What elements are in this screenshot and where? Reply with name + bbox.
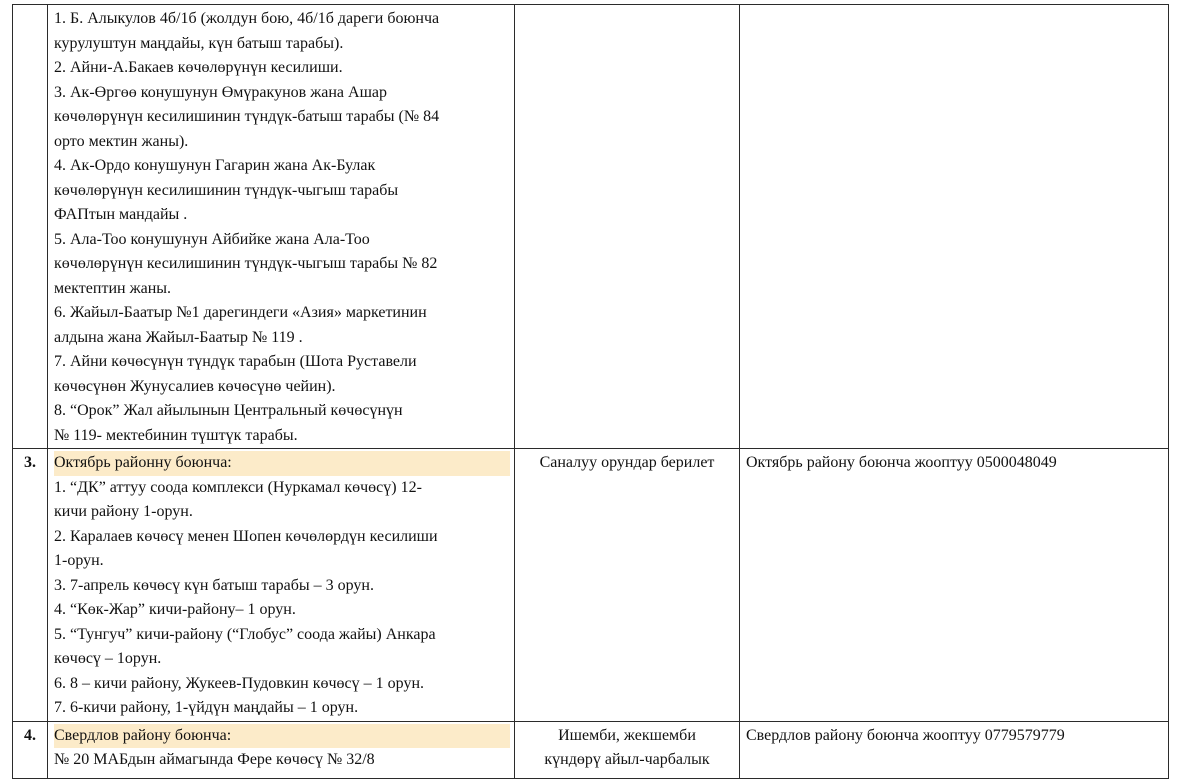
location-line: 4. Ак-Ордо конушунун Гагарин жана Ак-Булак (54, 157, 376, 174)
location-line: 7. 6-кичи району, 1-үйдүн маңдайы – 1 орун. (54, 699, 359, 716)
location-line: мектептин жаны. (54, 279, 172, 297)
location-line: орто мектин жаны). (54, 132, 189, 150)
location-line: 8. “Орок” Жал айылынын Центральный көчөсүнүн (54, 402, 403, 419)
location-line: алдына жана Жайыл-Баатыр № 119 . (54, 328, 303, 346)
locations-cell (48, 721, 515, 778)
location-line: ФАПтын мандайы . (54, 206, 188, 223)
locations-cell (48, 449, 515, 722)
note-line: күндөрү айыл-чарбалык (544, 751, 710, 768)
location-line: 2. Айни-А.Бакаев көчөлөрүнүн кесилиши. (54, 59, 343, 76)
table-row (13, 449, 1169, 722)
note-cell (515, 5, 740, 449)
location-line: 6. 8 – кичи району, Жукеев-Пудовкин көчөсү – 1 орун. (54, 674, 424, 692)
location-line: көчөлөрүнүн кесилишинин түндүк-чыгыш тарабы № 82 (54, 255, 438, 272)
location-line: 2. Каралаев көчөсү менен Шопен көчөлөрдүн кесилиши (54, 527, 438, 545)
district-heading: Октябрь районну боюнча: (54, 451, 510, 476)
note-line: Саналуу орундар берилет (539, 454, 715, 471)
table-row (13, 721, 1169, 778)
table-row (13, 5, 1169, 449)
location-line: 3. Ак-Өргөө конушунун Өмүракунов жана Ашар (54, 83, 387, 101)
location-line: курулуштун маңдайы, күн батыш тарабы). (54, 34, 344, 52)
note-line: Ишемби, жекшемби (558, 726, 696, 744)
district-heading: Свердлов району боюнча: (54, 724, 510, 749)
location-line: 1. Б. Алыкулов 4б/1б (жолдун бою, 4б/1б дареги боюнча (54, 10, 440, 27)
location-line: көчөсү – 1орун. (54, 650, 162, 667)
location-line: кичи району 1-орун. (54, 503, 193, 520)
location-line: 3. 7-апрель көчөсү күн батыш тарабы – 3 орун. (54, 576, 374, 594)
location-line: 4. “Көк-Жар” кичи-району– 1 орун. (54, 601, 296, 618)
location-line: 5. Ала-Тоо конушунун Айбийке жана Ала-Тоо (54, 230, 370, 248)
location-line: 1. “ДК” аттуу соода комплекси (Нуркамал көчөсү) 12- (54, 478, 422, 496)
location-line: 6. Жайыл-Баатыр №1 дарегиндеги «Азия» маркетинин (54, 304, 427, 321)
location-line: 1-орун. (54, 552, 104, 569)
location-line: көчөлөрүнүн кесилишинин түндүк-чыгыш тарабы (54, 181, 399, 199)
location-line: 7. Айни көчөсүнүн түндүк тарабын (Шота Руставели (54, 353, 417, 370)
row-number (13, 5, 48, 449)
location-line: көчөсүнөн Жунусалиев көчөсүнө чейин). (54, 377, 336, 395)
location-line: көчөлөрүнүн кесилишинин түндүк-батыш тарабы (№ 84 (54, 108, 440, 125)
locations-table (12, 4, 1169, 779)
locations-cell (48, 5, 515, 449)
location-line: № 119- мектебинин түштүк тарабы. (54, 426, 298, 444)
note-cell (515, 721, 740, 778)
row-number: 4. (13, 721, 48, 778)
contact-cell: Свердлов району боюнча жооптуу 0779579779 (740, 721, 1169, 778)
location-line: № 20 МАБдын аймагында Фере көчөсү № 32/8 (54, 751, 375, 768)
note-cell (515, 449, 740, 722)
contact-cell (740, 5, 1169, 449)
location-line: 5. “Тунгуч” кичи-району (“Глобус” соода жайы) Анкара (54, 625, 436, 643)
contact-cell: Октябрь району боюнча жооптуу 0500048049 (740, 449, 1169, 722)
row-number: 3. (13, 449, 48, 722)
